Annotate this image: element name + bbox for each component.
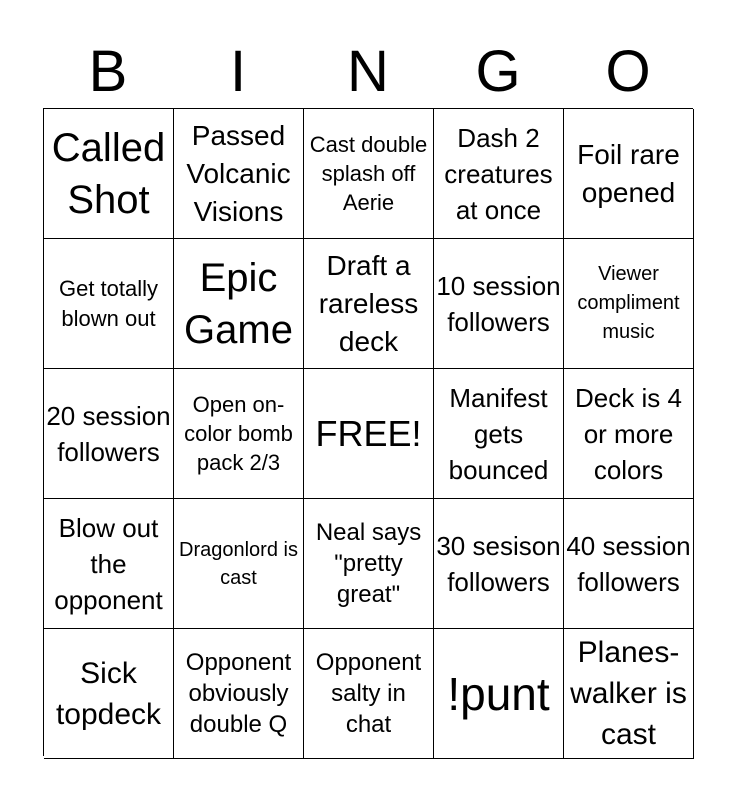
bingo-cell-r2c5[interactable] — [564, 239, 694, 369]
cell-text: 40 session followers — [566, 530, 691, 597]
bingo-cell-r1c4[interactable] — [434, 109, 564, 239]
bingo-cell-r1c3[interactable] — [304, 109, 434, 239]
header-letter-i: I — [229, 39, 247, 104]
cell-text: Opponent salty in chat — [315, 649, 422, 738]
bingo-board — [43, 108, 693, 756]
cell-text: Planes-walker is cast — [570, 636, 687, 751]
bingo-cell-r2c1[interactable] — [44, 239, 174, 369]
bingo-cell-r5c3[interactable] — [304, 629, 434, 759]
bingo-cell-r2c3[interactable] — [304, 239, 434, 369]
cell-text: Manifest gets bounced — [448, 382, 549, 485]
bingo-cell-r5c4[interactable] — [434, 629, 564, 759]
bingo-cell-r1c2[interactable] — [174, 109, 304, 239]
header-letter-n: N — [347, 39, 389, 104]
bingo-cell-r4c4[interactable] — [434, 499, 564, 629]
cell-text: 30 sesison followers — [436, 530, 561, 597]
bingo-cell-r3c4[interactable] — [434, 369, 564, 499]
bingo-header — [43, 36, 693, 108]
cell-text: 10 session followers — [436, 270, 561, 337]
cell-text: Neal says "pretty great" — [315, 519, 422, 608]
cell-text: Get totally blown out — [58, 275, 159, 331]
cell-text: Dragonlord is cast — [179, 538, 298, 589]
header-letter-o: O — [605, 39, 651, 104]
bingo-cell-r2c2[interactable] — [174, 239, 304, 369]
cell-text: Called Shot — [51, 125, 166, 222]
header-letter-b: B — [88, 39, 128, 104]
cell-text: Cast double splash off Aerie — [309, 132, 428, 215]
cell-text: 20 session followers — [46, 400, 171, 467]
bingo-cell-r1c5[interactable] — [564, 109, 694, 239]
bingo-cell-r3c3-free-space[interactable] — [304, 369, 434, 499]
bingo-cell-r3c5[interactable] — [564, 369, 694, 499]
header-letter-g: G — [475, 39, 521, 104]
cell-text: Passed Volcanic Visions — [186, 119, 291, 227]
bingo-cell-r2c4[interactable] — [434, 239, 564, 369]
bingo-cell-r3c2[interactable] — [174, 369, 304, 499]
cell-text: Blow out the opponent — [54, 512, 163, 615]
cell-text: Viewer compliment music — [577, 263, 680, 343]
bingo-cell-r5c2[interactable] — [174, 629, 304, 759]
bingo-cell-r4c1[interactable] — [44, 499, 174, 629]
cell-text: Epic Game — [184, 255, 293, 352]
bingo-cell-r5c1[interactable] — [44, 629, 174, 759]
bingo-cell-r5c5[interactable] — [564, 629, 694, 759]
bingo-cell-r4c5[interactable] — [564, 499, 694, 629]
cell-text: Foil rare opened — [577, 138, 680, 208]
cell-text: Draft a rareless deck — [318, 249, 419, 357]
cell-text: Sick topdeck — [55, 656, 162, 731]
cell-text: Deck is 4 or more colors — [575, 382, 682, 485]
bingo-cell-r4c2[interactable] — [174, 499, 304, 629]
bingo-cell-r4c3[interactable] — [304, 499, 434, 629]
cell-text: Opponent obviously double Q — [185, 649, 292, 738]
bingo-cell-r1c1[interactable] — [44, 109, 174, 239]
cell-text: Dash 2 creatures at once — [444, 122, 553, 225]
cell-text: FREE! — [315, 413, 422, 454]
cell-text: Open on-color bomb pack 2/3 — [184, 392, 293, 475]
bingo-cell-r3c1[interactable] — [44, 369, 174, 499]
cell-text: !punt — [447, 667, 550, 720]
